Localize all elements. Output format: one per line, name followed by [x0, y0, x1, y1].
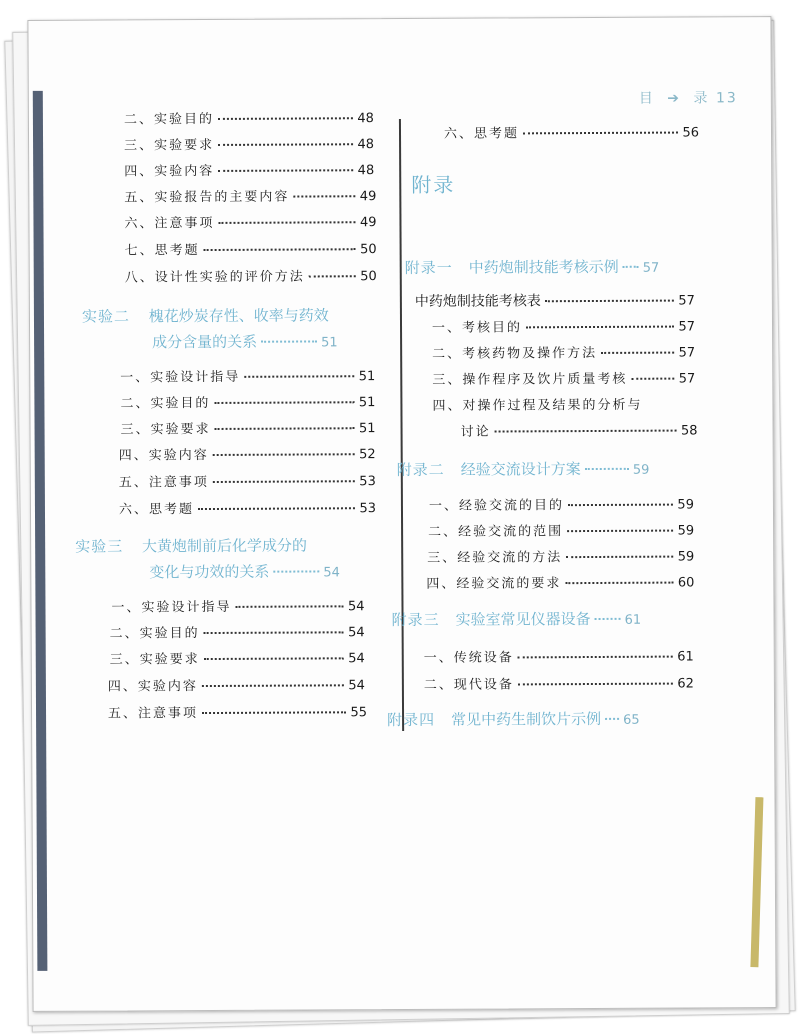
toc-entry	[119, 443, 376, 463]
header-left: 目	[638, 90, 655, 107]
toc-entry-label: 二、考核药物及操作方法	[432, 345, 598, 362]
toc-entry-label: 四、实验内容	[118, 448, 209, 464]
section-page: 65	[623, 712, 640, 728]
leader-dots	[235, 605, 343, 608]
toc-entry-label: 六、思考题	[443, 126, 520, 142]
section-page: 51	[321, 335, 338, 351]
arrow-icon: ➔	[667, 90, 682, 107]
toc-entry-page: 60	[677, 575, 695, 591]
toc-entry-label: 中药炮制技能考核表	[414, 293, 541, 310]
leader-dots	[605, 718, 619, 720]
toc-entry-label: 一、经验交流的目的	[428, 498, 565, 514]
toc-entry-label: 一、考核目的	[431, 320, 523, 336]
leader-dots	[261, 340, 317, 342]
leader-dots	[623, 266, 639, 268]
section-heading-exp3	[75, 534, 307, 556]
toc-entry	[119, 497, 376, 517]
section-heading-exp3-line2	[149, 560, 340, 582]
toc-entry-label: 四、对操作过程及结果的分析与	[432, 397, 643, 414]
section-page: 57	[642, 260, 660, 276]
leader-dots	[545, 300, 674, 303]
toc-entry	[125, 265, 377, 285]
leader-dots	[585, 468, 629, 470]
toc-entry-page: 49	[359, 215, 377, 231]
leader-dots	[526, 326, 674, 329]
header-right: 录	[693, 90, 710, 107]
toc-entry-label: 四、实验内容	[124, 163, 215, 180]
toc-entry-label: 六、思考题	[118, 502, 195, 518]
section-page: 61	[624, 612, 642, 628]
section-page: 59	[632, 462, 650, 478]
book-cover-edge	[750, 797, 763, 967]
section-heading-appendix2	[397, 458, 650, 480]
section-heading-exp2	[82, 304, 329, 326]
toc-entry-label: 三、经验交流的方法	[427, 550, 563, 566]
toc-entry-page: 62	[677, 676, 694, 692]
toc-entry-page: 54	[348, 625, 365, 641]
toc-entry-page: 48	[357, 111, 374, 127]
leader-dots	[215, 427, 355, 430]
toc-entry-label: 三、实验要求	[109, 652, 200, 668]
toc-entry-page: 59	[677, 497, 694, 513]
toc-subhead	[415, 289, 695, 310]
section-heading-appendix4	[387, 708, 640, 730]
leader-dots	[204, 657, 344, 660]
section-heading-appendix3	[391, 608, 641, 630]
toc-entry-page: 57	[678, 371, 696, 387]
toc-page	[27, 16, 776, 1012]
toc-entry	[120, 365, 375, 385]
toc-entry	[427, 545, 694, 565]
leader-dots	[565, 582, 673, 585]
book-spine-edge	[33, 91, 48, 971]
leader-dots	[523, 132, 678, 135]
toc-entry	[120, 391, 375, 411]
section-title-line1: 槐花炒炭存性、收率与药效	[148, 306, 329, 326]
section-label: 附录四	[387, 710, 436, 730]
toc-entry-label: 四、经验交流的要求	[426, 576, 562, 592]
leader-dots	[218, 169, 353, 172]
toc-entry-page: 51	[358, 421, 376, 437]
toc-entry	[124, 107, 374, 127]
leader-dots	[293, 195, 355, 197]
leader-dots	[213, 453, 355, 456]
toc-entry	[110, 647, 365, 667]
leader-dots	[204, 631, 344, 634]
toc-entry	[119, 470, 376, 490]
toc-entry-label: 七、思考题	[124, 243, 200, 259]
leader-dots	[198, 507, 355, 510]
leader-dots	[273, 570, 319, 572]
toc-entry-label: 讨论	[460, 424, 491, 440]
toc-entry-label: 二、实验目的	[120, 396, 211, 412]
toc-entry-label: 五、注意事项	[108, 706, 199, 722]
section-title: 常见中药生制饮片示例	[451, 709, 602, 729]
leader-dots	[204, 248, 356, 251]
toc-entry	[108, 674, 365, 694]
section-title-line2: 变化与功效的关系	[149, 562, 270, 582]
leader-dots	[518, 656, 673, 659]
toc-entry-label: 二、经验交流的范围	[428, 524, 564, 540]
toc-entry-page: 52	[359, 447, 376, 463]
toc-entry-page: 53	[359, 501, 377, 517]
toc-entry-page: 54	[348, 678, 365, 694]
toc-entry-page: 53	[359, 474, 376, 490]
leader-dots	[213, 480, 355, 483]
toc-entry	[424, 645, 694, 665]
toc-entry	[111, 595, 364, 615]
column-divider	[399, 119, 404, 731]
toc-entry-label: 二、实验目的	[123, 111, 214, 128]
section-label: 实验二	[81, 307, 131, 326]
toc-entry-page: 49	[359, 189, 377, 205]
leader-dots	[495, 430, 677, 433]
toc-entry-label: 一、实验设计指导	[120, 369, 241, 386]
toc-entry-page: 56	[682, 125, 700, 141]
running-header	[639, 87, 738, 108]
leader-dots	[218, 117, 353, 120]
toc-entry-label: 二、实验目的	[109, 626, 200, 642]
toc-entry-page: 48	[357, 163, 375, 179]
toc-entry	[432, 367, 695, 387]
toc-entry	[124, 185, 376, 205]
leader-dots	[202, 684, 344, 687]
toc-entry	[424, 672, 694, 692]
toc-entry-label: 五、注意事项	[118, 475, 209, 491]
toc-entry-label: 三、操作程序及饮片质量考核	[432, 371, 628, 388]
toc-entry-page: 57	[678, 319, 696, 335]
section-label: 附录二	[396, 460, 445, 480]
section-label: 附录三	[391, 610, 440, 630]
appendix-heading: 附录	[411, 172, 456, 197]
toc-entry-label: 三、实验要求	[124, 137, 215, 154]
toc-entry-page: 51	[358, 369, 376, 385]
leader-dots	[567, 530, 673, 533]
leader-dots	[566, 556, 673, 559]
toc-entry-label: 三、实验要求	[120, 422, 211, 438]
toc-entry-page: 51	[358, 395, 376, 411]
leader-dots	[202, 711, 346, 714]
leader-dots	[214, 401, 354, 404]
header-page-number: 13	[715, 90, 738, 107]
leader-dots	[218, 143, 353, 146]
toc-entry	[444, 121, 699, 141]
toc-entry-page: 59	[677, 523, 695, 539]
section-heading-exp2-line2	[152, 330, 338, 352]
toc-entry	[125, 238, 377, 258]
section-title-line2: 成分含量的关系	[152, 332, 258, 352]
leader-dots	[601, 352, 674, 354]
toc-entry-label: 五、实验报告的主要内容	[124, 189, 290, 206]
toc-entry	[120, 417, 375, 437]
toc-entry-label: 一、实验设计指导	[111, 599, 232, 616]
section-title: 实验室常见仪器设备	[455, 610, 591, 629]
leader-dots	[244, 375, 354, 378]
toc-entry-label: 八、设计性实验的评价方法	[124, 269, 305, 286]
toc-entry-continuation	[461, 419, 698, 439]
toc-entry	[124, 159, 374, 179]
toc-entry	[124, 211, 376, 231]
section-title: 中药炮制技能考核示例	[468, 257, 619, 277]
toc-entry	[432, 341, 695, 361]
toc-entry	[108, 701, 367, 721]
toc-entry-page: 50	[360, 269, 377, 285]
toc-entry	[124, 133, 374, 153]
leader-dots	[518, 683, 673, 686]
section-page: 54	[323, 565, 340, 581]
leader-dots	[309, 275, 356, 277]
toc-entry-page: 59	[677, 549, 695, 565]
toc-entry	[426, 571, 694, 591]
toc-entry-label: 一、传统设备	[423, 650, 514, 666]
toc-entry-page: 57	[678, 345, 696, 361]
toc-entry-page: 55	[350, 705, 368, 721]
toc-entry	[429, 493, 694, 513]
toc-entry-page: 48	[357, 137, 375, 153]
leader-dots	[218, 221, 355, 224]
toc-entry-page: 50	[360, 242, 377, 258]
toc-entry-page: 58	[680, 423, 698, 439]
toc-entry-label: 六、注意事项	[124, 215, 215, 232]
toc-entry-page: 54	[347, 599, 365, 615]
toc-entry-label: 四、实验内容	[107, 679, 198, 695]
toc-entry-page: 61	[677, 649, 694, 665]
section-label: 附录一	[404, 258, 453, 277]
section-title: 经验交流设计方案	[460, 460, 581, 479]
leader-dots	[631, 378, 674, 380]
toc-entry	[110, 621, 365, 641]
section-label: 实验三	[75, 537, 124, 556]
leader-dots	[595, 618, 621, 620]
section-heading-appendix1	[405, 256, 660, 278]
toc-entry	[432, 315, 695, 335]
toc-entry	[428, 519, 694, 539]
toc-entry-multiline	[432, 393, 695, 413]
leader-dots	[568, 504, 673, 507]
toc-entry-page: 57	[678, 293, 695, 309]
toc-entry-label: 二、现代设备	[423, 677, 514, 693]
toc-entry-page: 54	[348, 651, 365, 667]
section-title-line1: 大黄炮制前后化学成分的	[141, 536, 308, 556]
